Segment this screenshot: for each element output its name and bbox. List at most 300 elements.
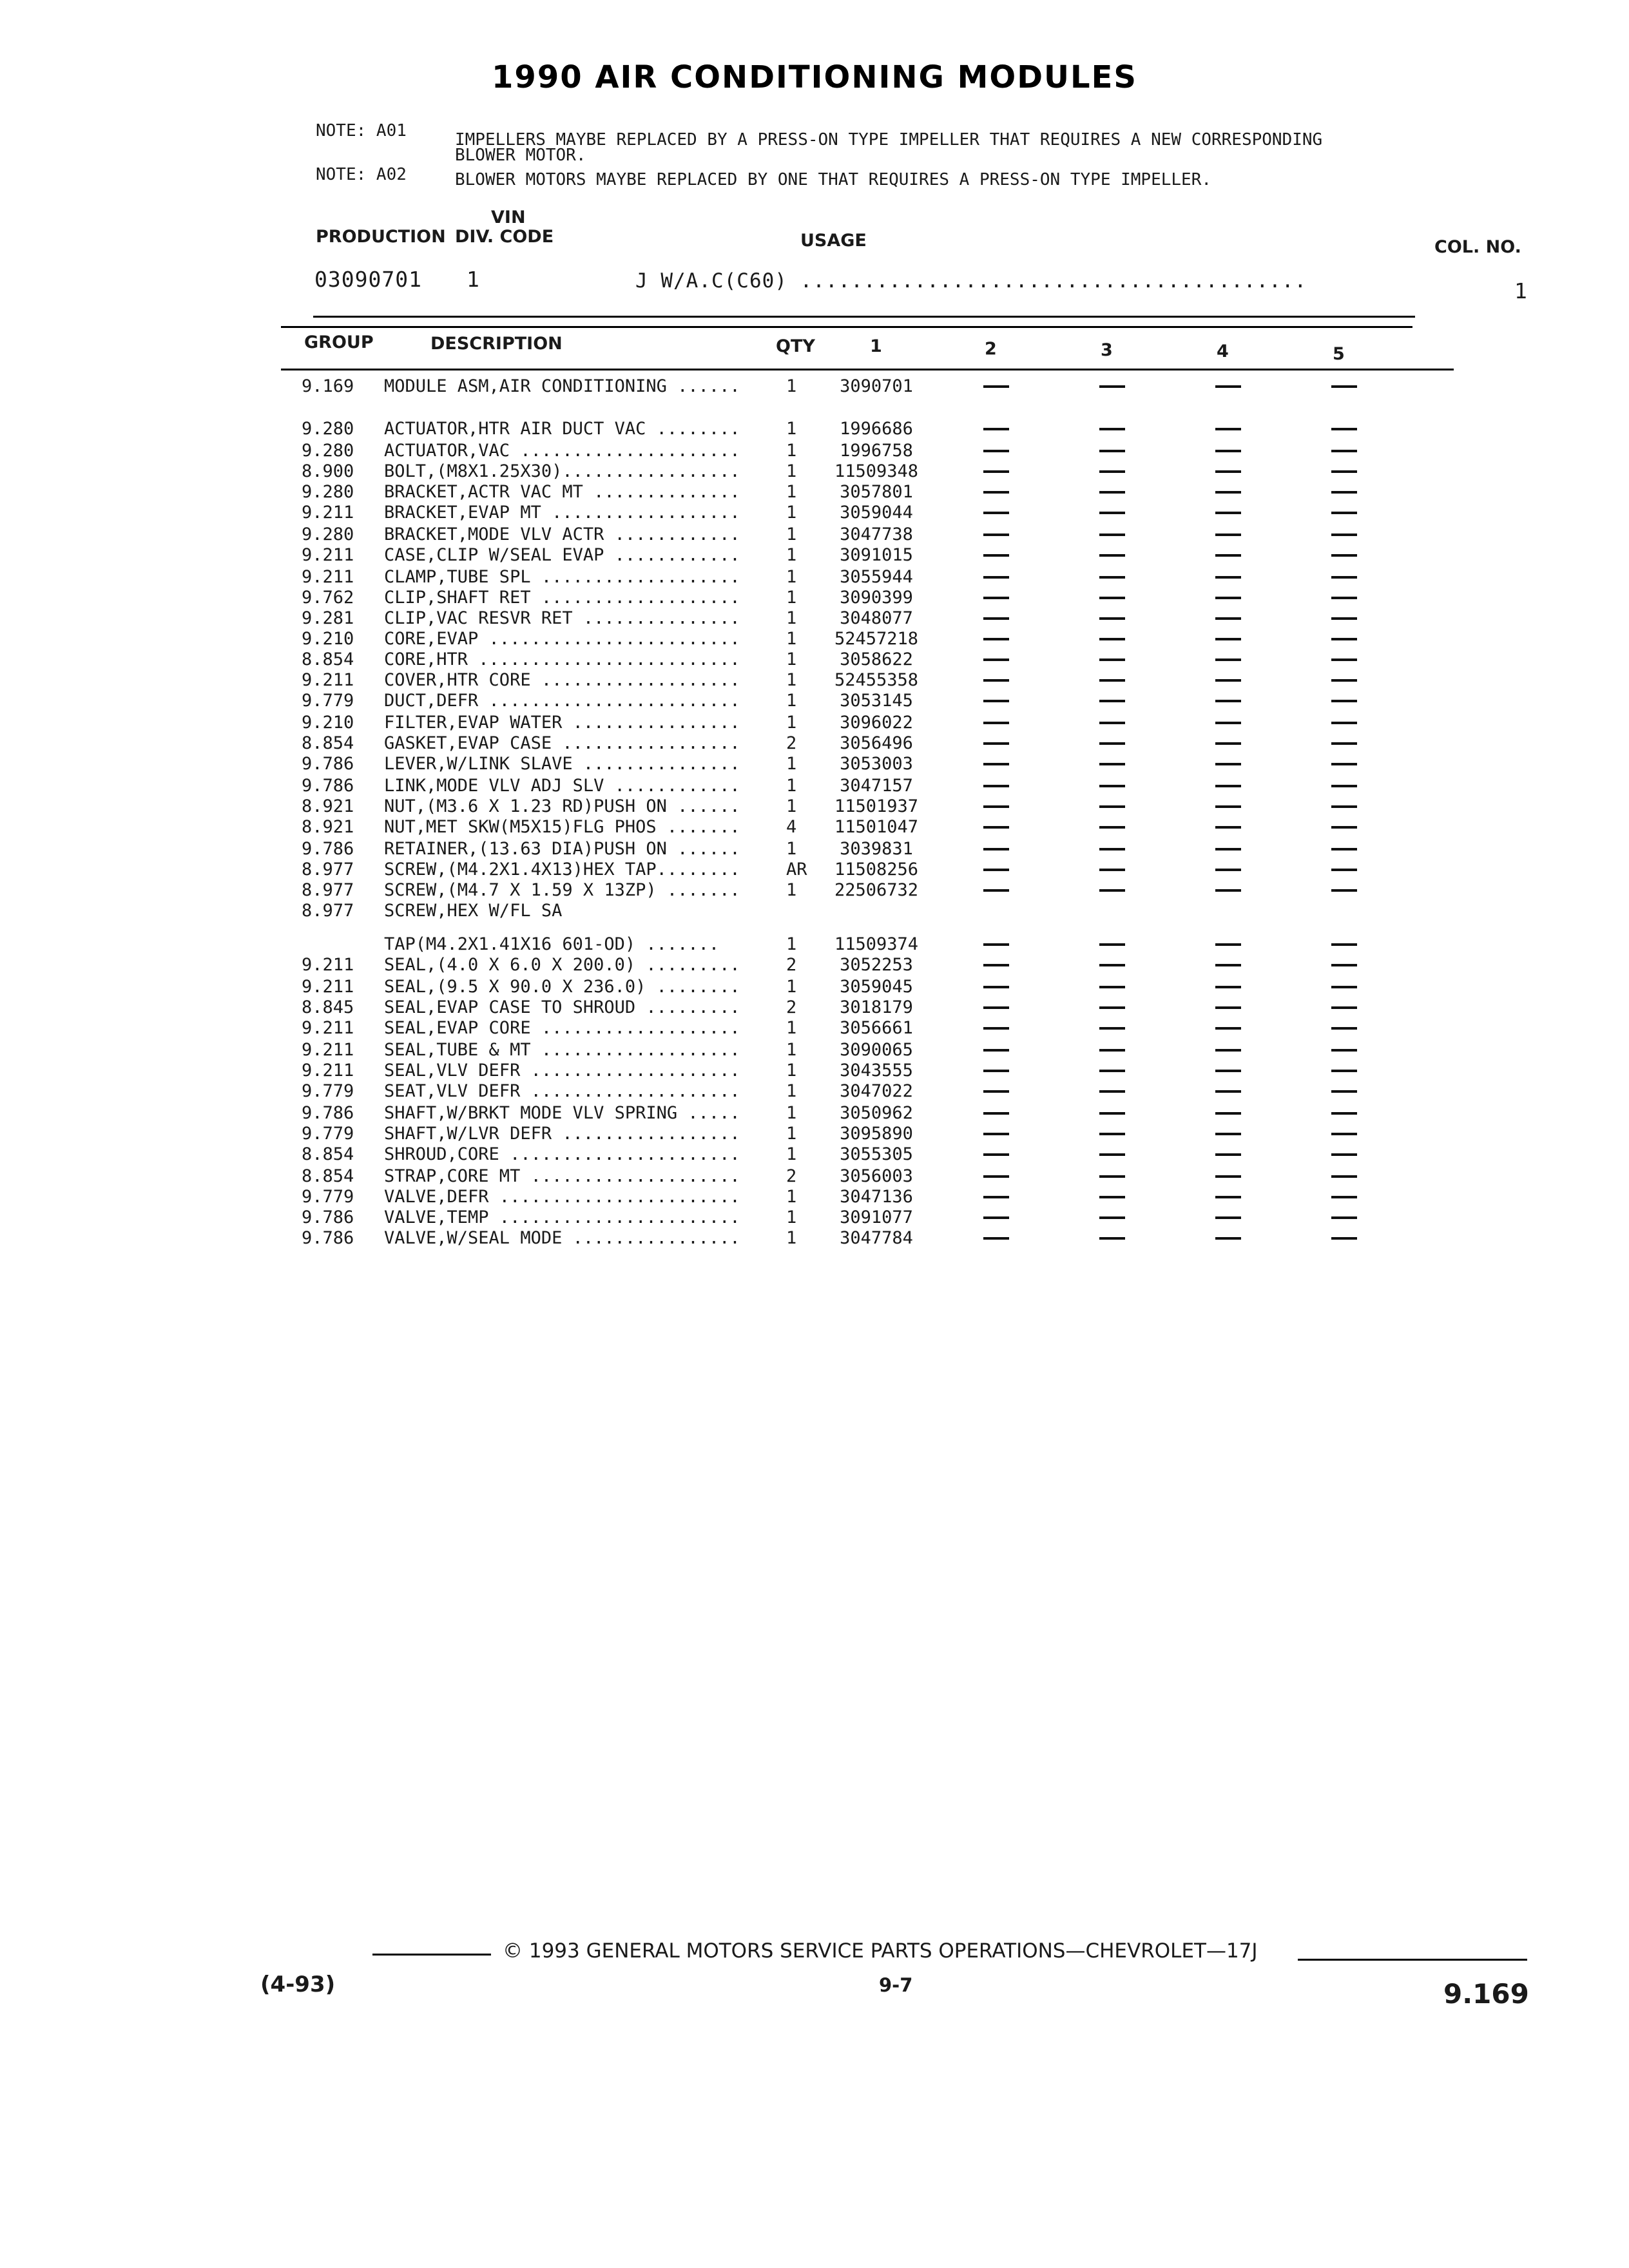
col-2-dash [983,1216,1009,1219]
col-2-dash [983,554,1009,557]
col-4-dash [1215,679,1241,682]
description-cell: BOLT,(M8X1.25X30)................. [384,461,740,481]
col-3-dash [1099,428,1125,430]
description-cell: SCREW,(M4.7 X 1.59 X 13ZP) ....... [384,880,740,900]
description-cell: ACTUATOR,VAC ..................... [384,441,740,461]
table-row [0,503,1629,524]
qty-cell: 1 [786,713,797,733]
group-cell: 9.786 [302,776,354,796]
col-2-dash [983,785,1009,787]
col-2-dash [983,943,1009,946]
col-3-dash [1099,1027,1125,1030]
col-2-dash [983,1153,1009,1156]
qty-cell: 1 [786,376,797,396]
col-3-dash [1099,889,1125,892]
col-3-dash [1099,617,1125,620]
col-4-dash [1215,617,1241,620]
description-cell: ACTUATOR,HTR AIR DUCT VAC ........ [384,419,740,439]
col-4-dash [1215,700,1241,702]
usage-header: USAGE [800,231,867,251]
col-2-dash [983,512,1009,514]
qty-cell: 1 [786,441,797,461]
col-5-dash [1331,869,1357,871]
qty-cell: 1 [786,588,797,608]
description-cell: SEAL,(4.0 X 6.0 X 200.0) ......... [384,955,740,975]
col-3-dash [1099,1112,1125,1115]
description-cell: SEAL,VLV DEFR .................... [384,1061,740,1081]
col-5-dash [1331,576,1357,579]
col-5-dash [1331,889,1357,892]
part-number-cell: 11508256 [834,860,919,879]
group-column-header: GROUP [304,332,374,352]
group-cell: 9.211 [302,670,354,690]
col-4-dash [1215,1133,1241,1135]
qty-cell: AR [786,860,807,879]
col-4-dash [1215,1090,1241,1093]
col-4-dash [1215,385,1241,388]
table-row [0,419,1629,441]
col-3-dash [1099,742,1125,745]
table-row [0,1228,1629,1250]
divider-table-top [281,326,1412,328]
table-row [0,817,1629,839]
col-3-dash [1099,658,1125,661]
description-cell: RETAINER,(13.63 DIA)PUSH ON ...... [384,839,740,859]
col-5-dash [1331,450,1357,452]
col-3-dash [1099,785,1125,787]
qty-cell: 1 [786,839,797,859]
group-cell: 8.900 [302,461,354,481]
col-5-dash [1331,638,1357,640]
col-4-dash [1215,986,1241,988]
description-column-header: DESCRIPTION [430,334,563,354]
col-3-dash [1099,1153,1125,1156]
col-5-dash [1331,1153,1357,1156]
table-row [0,649,1629,671]
part-number-cell: 3047157 [840,776,913,796]
description-cell: SCREW,(M4.2X1.4X13)HEX TAP........ [384,860,740,879]
qty-cell: 1 [786,503,797,523]
group-cell: 9.211 [302,955,354,975]
col-4-dash [1215,450,1241,452]
col-3-dash [1099,986,1125,988]
description-cell: CLIP,VAC RESVR RET ............... [384,608,740,628]
part-number-cell: 3050962 [840,1103,913,1123]
col-2-dash [983,700,1009,702]
qty-cell: 1 [786,1228,797,1248]
col-3-dash [1099,869,1125,871]
col-4-dash [1215,491,1241,494]
col-4-dash [1215,1112,1241,1115]
col-4-dash [1215,848,1241,850]
table-row [0,776,1629,798]
col-5-dash [1331,597,1357,599]
col-5-dash [1331,470,1357,473]
qty-cell: 1 [786,461,797,481]
qty-cell: 1 [786,796,797,816]
col-4-dash [1215,1237,1241,1240]
description-cell: CORE,HTR ......................... [384,649,740,669]
part-number-cell: 3055944 [840,567,913,587]
description-cell: SCREW,HEX W/FL SA [384,901,563,921]
vin-header: VIN [491,207,526,227]
usage-value: J W/A.C(C60) ........................................ [635,269,1307,293]
part-number-cell: 3055305 [840,1144,913,1164]
col-3-dash [1099,470,1125,473]
col-3-dash [1099,533,1125,536]
part-number-cell: 3047136 [840,1187,913,1207]
qty-cell: 1 [786,649,797,669]
col-2-dash [983,491,1009,494]
group-cell: 9.280 [302,419,354,439]
description-cell: BRACKET,MODE VLV ACTR ............ [384,524,740,544]
div-value: 1 [467,267,480,292]
part-number-cell: 52455358 [834,670,919,690]
group-cell: 9.210 [302,713,354,733]
description-cell: VALVE,W/SEAL MODE ................ [384,1228,740,1248]
group-cell: 9.211 [302,977,354,997]
part-number-cell: 11509348 [834,461,919,481]
col-2-dash [983,533,1009,536]
col-2-dash [983,805,1009,808]
col-5-dash [1331,1196,1357,1198]
description-cell: BRACKET,ACTR VAC MT .............. [384,482,740,502]
note-a01-text-line1: IMPELLERS MAYBE REPLACED BY A PRESS-ON TYPE IMPELLER THAT REQUIRES A NEW CORRESPONDING [455,130,1323,149]
group-cell: 8.921 [302,817,354,837]
table-row [0,567,1629,589]
col-3-dash [1099,1090,1125,1093]
part-number-cell: 3043555 [840,1061,913,1081]
col-4-dash [1215,1216,1241,1219]
col-2-dash [983,576,1009,579]
col-3-dash [1099,554,1125,557]
col-4-dash [1215,763,1241,765]
table-row [0,588,1629,610]
description-cell: GASKET,EVAP CASE ................. [384,733,740,753]
col-5-dash [1331,722,1357,724]
part-number-cell: 3090399 [840,588,913,608]
description-cell: SEAL,(9.5 X 90.0 X 236.0) ........ [384,977,740,997]
col-3-dash [1099,1216,1125,1219]
part-number-cell: 52457218 [834,629,919,649]
description-cell: COVER,HTR CORE ................... [384,670,740,690]
part-number-cell: 3047022 [840,1081,913,1101]
col-5-dash [1331,1112,1357,1115]
col-4-dash [1215,722,1241,724]
table-row [0,545,1629,567]
col-4-dash [1215,1027,1241,1030]
col-3-dash [1099,576,1125,579]
col-2-dash [983,1070,1009,1072]
part-number-cell: 3059044 [840,503,913,523]
qty-cell: 1 [786,670,797,690]
col-5-dash [1331,1133,1357,1135]
footer-rule-right [1298,1959,1527,1961]
qty-cell: 1 [786,545,797,565]
footer-rule-left [372,1954,491,1956]
page-title: 1990 AIR CONDITIONING MODULES [492,59,1137,95]
group-cell: 8.977 [302,860,354,879]
part-number-cell: 3090701 [840,376,913,396]
group-cell: 9.786 [302,1228,354,1248]
table-row [0,860,1629,881]
col-4-dash [1215,1006,1241,1009]
table-row [0,1103,1629,1125]
col-3-dash [1099,512,1125,514]
part-number-cell: 22506732 [834,880,919,900]
qty-column-header: QTY [776,336,815,356]
group-cell: 8.854 [302,1144,354,1164]
description-cell: VALVE,DEFR ....................... [384,1187,740,1207]
qty-cell: 1 [786,1103,797,1123]
col-4-dash [1215,943,1241,946]
col-2-dash [983,658,1009,661]
group-cell: 9.786 [302,754,354,774]
note-a02-text: BLOWER MOTORS MAYBE REPLACED BY ONE THAT REQUIRES A PRESS-ON TYPE IMPELLER. [455,170,1211,189]
col-3-dash [1099,848,1125,850]
table-row [0,629,1629,651]
part-number-cell: 11501937 [834,796,919,816]
part-number-cell: 3091077 [840,1207,913,1227]
table-row [0,754,1629,776]
table-row [0,524,1629,546]
col-4-dash [1215,597,1241,599]
col-2-dash [983,763,1009,765]
col-3-dash [1099,826,1125,829]
col-3-dash [1099,700,1125,702]
col-4-dash [1215,889,1241,892]
col-3-dash [1099,385,1125,388]
col-5-dash [1331,848,1357,850]
col-5-dash [1331,805,1357,808]
col-2-dash [983,1237,1009,1240]
col-2-dash [983,597,1009,599]
col-2-dash [983,1196,1009,1198]
description-cell: LEVER,W/LINK SLAVE ............... [384,754,740,774]
col-2-dash [983,638,1009,640]
col-5-dash [1331,491,1357,494]
col-4-dash [1215,512,1241,514]
description-cell: CLAMP,TUBE SPL ................... [384,567,740,587]
col-3-dash [1099,805,1125,808]
col-3-header: 3 [1101,340,1113,360]
qty-cell: 1 [786,1124,797,1144]
group-cell: 9.779 [302,691,354,711]
description-cell: VALVE,TEMP ....................... [384,1207,740,1227]
col-2-dash [983,617,1009,620]
note-a01-text-line2: BLOWER MOTOR. [455,146,586,165]
col-3-dash [1099,1237,1125,1240]
group-cell: 9.779 [302,1081,354,1101]
group-cell: 9.280 [302,524,354,544]
col-4-dash [1215,554,1241,557]
table-row [0,713,1629,735]
col-2-dash [983,964,1009,966]
group-cell: 9.786 [302,839,354,859]
col-4-dash [1215,1175,1241,1178]
table-row [0,839,1629,861]
col-1-header: 1 [870,336,882,356]
description-cell: CASE,CLIP W/SEAL EVAP ............ [384,545,740,565]
col-5-dash [1331,1237,1357,1240]
col-4-dash [1215,964,1241,966]
table-row [0,901,1629,923]
col-2-dash [983,1175,1009,1178]
description-cell: SEAL,EVAP CASE TO SHROUD ......... [384,997,740,1017]
col-3-dash [1099,1070,1125,1072]
col-5-header: 5 [1333,344,1345,364]
col-4-dash [1215,576,1241,579]
col-5-dash [1331,533,1357,536]
table-row [0,670,1629,692]
col-3-dash [1099,1006,1125,1009]
col-5-dash [1331,1006,1357,1009]
qty-cell: 1 [786,629,797,649]
qty-cell: 1 [786,1207,797,1227]
description-cell: NUT,MET SKW(M5X15)FLG PHOS ....... [384,817,740,837]
note-a01-label: NOTE: A01 [316,121,407,140]
col-5-dash [1331,617,1357,620]
description-cell: FILTER,EVAP WATER ................ [384,713,740,733]
col-4-dash [1215,533,1241,536]
table-row [0,1061,1629,1082]
part-number-cell: 3047738 [840,524,913,544]
note-a02-label: NOTE: A02 [316,165,407,184]
col-3-dash [1099,1196,1125,1198]
col-2-dash [983,1112,1009,1115]
footer-date: (4-93) [260,1972,336,1997]
col-3-dash [1099,722,1125,724]
table-row [0,796,1629,818]
qty-cell: 1 [786,419,797,439]
col-2-dash [983,986,1009,988]
table-row [0,482,1629,504]
col-no-header: COL. NO. [1434,237,1521,257]
qty-cell: 1 [786,1040,797,1060]
col-2-dash [983,1090,1009,1093]
col-3-dash [1099,638,1125,640]
col-2-dash [983,742,1009,745]
col-3-dash [1099,964,1125,966]
col-5-dash [1331,785,1357,787]
table-row [0,1018,1629,1040]
table-row [0,1144,1629,1166]
part-number-cell: 3039831 [840,839,913,859]
col-2-dash [983,1006,1009,1009]
description-cell: CLIP,SHAFT RET ................... [384,588,740,608]
table-row [0,441,1629,463]
part-number-cell: 3053145 [840,691,913,711]
description-cell: BRACKET,EVAP MT .................. [384,503,740,523]
col-5-dash [1331,964,1357,966]
group-cell: 9.281 [302,608,354,628]
col-value: 1 [1514,278,1528,303]
description-cell: SHAFT,W/LVR DEFR ................. [384,1124,740,1144]
description-cell: DUCT,DEFR ........................ [384,691,740,711]
group-cell: 8.854 [302,1166,354,1186]
col-5-dash [1331,1216,1357,1219]
description-cell: SEAT,VLV DEFR .................... [384,1081,740,1101]
col-2-dash [983,470,1009,473]
table-row [0,955,1629,977]
table-row [0,997,1629,1019]
col-2-dash [983,869,1009,871]
part-number-cell: 3056003 [840,1166,913,1186]
group-cell: 9.786 [302,1207,354,1227]
col-2-dash [983,1049,1009,1052]
table-row [0,733,1629,755]
part-number-cell: 3059045 [840,977,913,997]
table-row [0,1040,1629,1062]
group-cell: 9.786 [302,1103,354,1123]
table-row [0,608,1629,630]
col-2-dash [983,826,1009,829]
qty-cell: 1 [786,524,797,544]
col-3-dash [1099,450,1125,452]
group-cell: 8.921 [302,796,354,816]
copyright-text: © 1993 GENERAL MOTORS SERVICE PARTS OPERATIONS—CHEVROLET—17J [503,1939,1258,1963]
part-number-cell: 11509374 [834,934,919,954]
col-5-dash [1331,943,1357,946]
qty-cell: 2 [786,955,797,975]
col-4-dash [1215,470,1241,473]
qty-cell: 1 [786,776,797,796]
col-3-dash [1099,679,1125,682]
group-cell: 9.211 [302,567,354,587]
part-number-cell: 3052253 [840,955,913,975]
part-number-cell: 3053003 [840,754,913,774]
group-cell: 9.280 [302,441,354,461]
col-5-dash [1331,700,1357,702]
table-row [0,1187,1629,1209]
part-number-cell: 3096022 [840,713,913,733]
description-cell: SHAFT,W/BRKT MODE VLV SPRING ..... [384,1103,740,1123]
part-number-cell: 3048077 [840,608,913,628]
col-2-header: 2 [985,339,997,359]
group-cell: 9.211 [302,1040,354,1060]
part-number-cell: 3047784 [840,1228,913,1248]
group-cell: 9.211 [302,503,354,523]
col-2-dash [983,848,1009,850]
group-cell: 8.845 [302,997,354,1017]
col-5-dash [1331,1027,1357,1030]
col-5-dash [1331,986,1357,988]
description-cell: MODULE ASM,AIR CONDITIONING ...... [384,376,740,396]
group-cell: 8.977 [302,901,354,921]
part-number-cell: 3056661 [840,1018,913,1038]
col-3-dash [1099,943,1125,946]
description-cell: TAP(M4.2X1.41X16 601-OD) ....... [384,934,720,954]
part-number-cell: 3056496 [840,733,913,753]
group-cell: 8.977 [302,880,354,900]
description-cell: SEAL,EVAP CORE ................... [384,1018,740,1038]
qty-cell: 1 [786,608,797,628]
table-row [0,1081,1629,1103]
footer-group-number: 9.169 [1443,1978,1529,2010]
qty-cell: 1 [786,482,797,502]
col-3-dash [1099,1133,1125,1135]
col-5-dash [1331,428,1357,430]
col-2-dash [983,385,1009,388]
table-row [0,1166,1629,1188]
qty-cell: 1 [786,1018,797,1038]
qty-cell: 1 [786,977,797,997]
col-4-dash [1215,1070,1241,1072]
description-cell: SHROUD,CORE ...................... [384,1144,740,1164]
qty-cell: 4 [786,817,797,837]
qty-cell: 2 [786,733,797,753]
qty-cell: 1 [786,1187,797,1207]
